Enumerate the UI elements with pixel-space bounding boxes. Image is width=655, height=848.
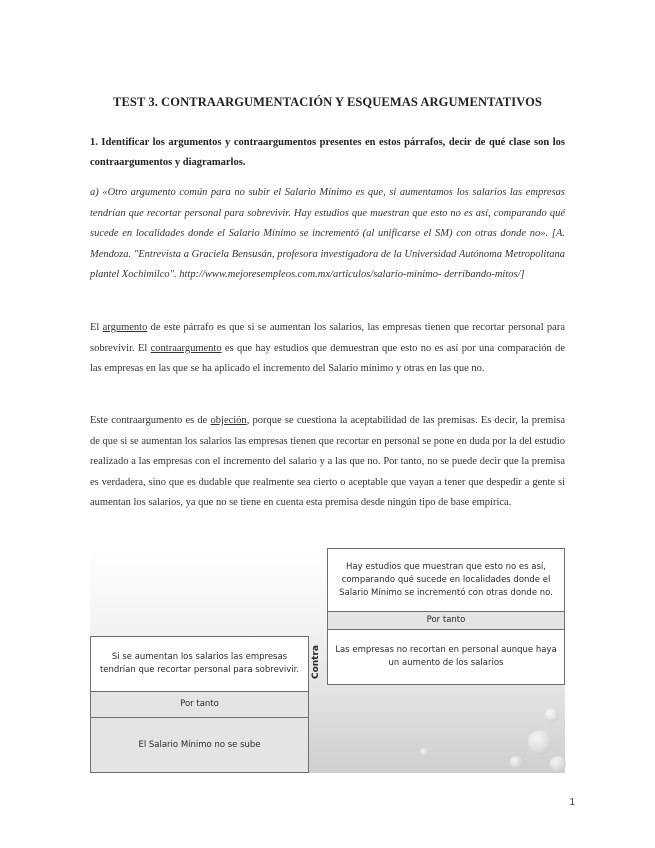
- left-connector-text: Por tanto: [180, 699, 219, 709]
- right-conclusion-text: Las empresas no recortan en personal aunque haya un aumento de los salarios: [335, 645, 557, 668]
- argument-diagram: [90, 548, 565, 773]
- right-connector-box: [327, 611, 565, 630]
- left-conclusion-text: El Salario Mínimo no se sube: [138, 739, 261, 750]
- left-premise-box: [90, 636, 309, 692]
- decorative-bubble: [550, 756, 566, 772]
- decorative-bubble: [510, 756, 522, 768]
- right-conclusion-box: [327, 629, 565, 685]
- left-conclusion-box: [90, 717, 309, 773]
- left-premise-text: Si se aumentan los salarios las empresas tendrían que recortar personal para sobrevivir.: [99, 652, 300, 675]
- term-argumento: argumento: [102, 322, 148, 333]
- text-segment: Este contraargumento es de: [90, 415, 211, 426]
- page-number: 1: [569, 797, 575, 808]
- term-contraargumento: contraargumento: [150, 342, 222, 354]
- text-segment: de este párrafo es que si se aumentan los salarios, las empresas tienen que recortar personal para sobrevivir. El: [90, 322, 565, 354]
- text-segment: El: [90, 322, 103, 333]
- contra-label: Contra: [311, 644, 322, 680]
- decorative-bubble: [420, 748, 428, 756]
- analysis-paragraph-2: [90, 411, 565, 514]
- term-objecion: objeción: [210, 415, 247, 426]
- question-heading: 1. Identificar los argumentos y contraargumentos presentes en estos párrafos, decir de qué clase son los contraargumentos y diagramarlos.: [90, 137, 565, 168]
- right-connector-text: Por tanto: [426, 615, 466, 625]
- decorative-bubble: [528, 730, 552, 754]
- decorative-bubble: [545, 708, 559, 722]
- analysis-paragraph-1: [90, 318, 565, 380]
- right-premise-box: [327, 548, 565, 612]
- right-premise-text: Hay estudios que muestran que esto no es así, comparando qué sucede en localidades donde el Salario Mínimo se incrementó con otras donde no.: [339, 561, 553, 598]
- text-segment: , porque se cuestiona la aceptabilidad de las premisas. Es decir, la premisa de que si se aumentan los salarios las empresas tienen que recortar en personal se pone en duda por la del estudio realizado a las empresas con el incremento del salario y a las que no. Por tanto, no se puede decir que la premisa es verdadera, sino que es dudable que realmente sea cierto o aceptable que vayan a tener que despedir a gente si aumentan los salarios, ya que no se tiene en cuenta esta premisa desde ningún tipo de base empírica.: [90, 415, 565, 508]
- page-title: TEST 3. CONTRAARGUMENTACIÓN Y ESQUEMAS ARGUMENTATIVOS: [113, 95, 542, 109]
- text-segment: es que hay estudios que demuestran que esto no es así por una comparación de las empresas en las que se ha aplicado el incremento del Salario mínimo y otras en las que no.: [90, 342, 565, 374]
- quoted-paragraph-a: a) «Otro argumento común para no subir el Salario Mínimo es que, si aumentamos los salarios las empresas tendrían que recortar personal para sobrevivir. Hay estudios que muestran que esto no es así, comparando qué sucede en localidades donde el Salario Mínimo se incrementó (al unificarse el SM) con otras donde no». [A. Mendoza. "Entrevista a Graciela Bensusán, profesora investigadora de la Universidad Autónoma Metropolitana plantel Xochimilco". http://www.mejoresempleos.com.mx/articulos/salario-minimo- derribando-mitos/]: [90, 187, 565, 280]
- left-connector-box: [90, 691, 309, 718]
